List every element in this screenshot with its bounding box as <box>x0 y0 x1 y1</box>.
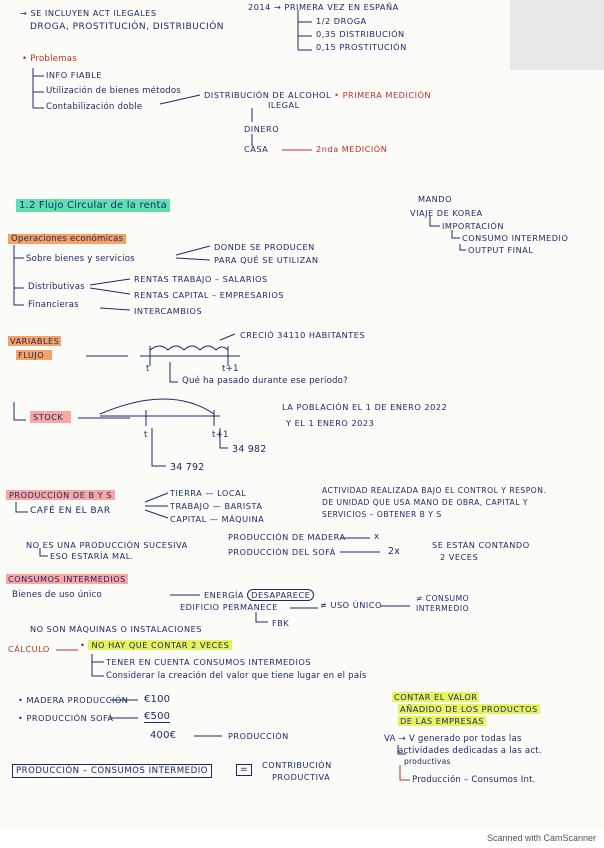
variables-heading <box>8 336 61 346</box>
note-share-prostitution: 0,15 PROSTITUCIÓN <box>316 42 407 52</box>
stock-t-plus-1: t+1 <box>212 430 229 440</box>
first-measurement-text: PRIMERA MEDICIÓN <box>342 90 432 100</box>
value-added-1 <box>392 692 479 702</box>
counted-twice-2: 2 VECES <box>440 552 479 562</box>
ops-heading <box>8 234 126 244</box>
production-result-value: 400€ <box>150 730 177 741</box>
note-illegal-list: DROGA, PROSTITUCIÓN, DISTRIBUCIÓN <box>30 22 225 32</box>
problems-heading-text: Problemas <box>30 54 77 64</box>
intermediate-consumption-heading-text: CONSUMOS INTERMEDIOS <box>8 574 126 584</box>
flow-label-text: FLUJO <box>16 350 52 360</box>
va-formula: Producción – Consumos Int. <box>412 775 536 785</box>
ops-financial: Financieras <box>28 300 79 310</box>
single-use-goods: Bienes de uso único <box>12 590 102 600</box>
population-growth: CRECIÓ 34110 HABITANTES <box>240 330 366 340</box>
factor-land-example: LOCAL <box>217 488 247 498</box>
not-successive-production: NO ES UNA PRODUCCIÓN SUCESIVA <box>26 540 188 550</box>
wood-production-calc: • MADERA PRODUCCIÓN <box>18 695 129 705</box>
section-title-text: 1.2 Flujo Circular de la renta <box>16 199 170 212</box>
definition-line-2: DE UNIDAD QUE USA MANO DE OBRA, CAPITAL Y <box>322 498 528 507</box>
variables-heading-text: VARIABLES <box>10 336 60 346</box>
ops-exchanges: INTERCAMBIOS <box>134 306 203 316</box>
energy-disappears <box>204 590 314 600</box>
definition-line-1: ACTIVIDAD REALIZADA BAJO EL CONTROL Y RESPON. <box>322 486 547 495</box>
productive-contribution-2: PRODUCTIVA <box>272 772 331 782</box>
note-first-time-spain: 2014 → PRIMERA VEZ EN ESPAÑA <box>248 2 399 12</box>
illegal-label: ILEGAL <box>268 100 300 110</box>
second-measurement: 2nda MEDICIÓN <box>316 144 388 154</box>
consider-intermediate: TENER EN CUENTA CONSUMOS INTERMEDIOS <box>106 657 312 667</box>
do-not-count-twice-text: NO HAY QUE CONTAR 2 VECES <box>88 640 232 650</box>
building-remains: EDIFICIO PERMANECE <box>180 602 278 612</box>
alcohol-distribution <box>204 90 431 100</box>
do-not-count-twice: • NO HAY QUE CONTAR 2 VECES <box>80 640 232 650</box>
calculation-heading: CÁLCULO <box>8 644 50 654</box>
sofa-production-value: €500 <box>144 711 171 722</box>
va-definition-1: VA → V generado por todas las <box>384 734 522 744</box>
sofa-production-calc-label: PRODUCCIÓN SOFÁ <box>26 713 114 723</box>
stock-t: t <box>144 430 148 440</box>
wood-production-x: x <box>374 532 380 542</box>
counted-twice-1: SE ESTÁN CONTANDO <box>432 540 530 550</box>
va-definition-2: actividades dedicadas a las act. <box>398 746 542 756</box>
population-value-1: 34 792 <box>170 462 205 473</box>
house-label: CASA <box>244 144 269 154</box>
factor-land-name: TIERRA <box>170 488 203 498</box>
problem-double-counting: Contabilización doble <box>46 102 143 112</box>
production-heading-text: PRODUCCIÓN DE B Y S <box>6 490 115 500</box>
value-added-3 <box>398 716 486 726</box>
sofa-production: PRODUCCIÓN DEL SOFÁ <box>228 547 336 557</box>
note-illegal-activities: → SE INCLUYEN ACT ILEGALES <box>20 8 157 18</box>
factor-capital: CAPITAL — MÁQUINA <box>170 514 265 524</box>
ops-heading-text: Operaciones económicas <box>8 234 126 244</box>
sofa-production-2x: 2x <box>388 546 401 557</box>
mando-final-output: OUTPUT FINAL <box>468 245 534 255</box>
scanner-watermark: Scanned with CamScanner <box>486 833 596 843</box>
ops-labour-income: RENTAS TRABAJO – SALARIOS <box>134 274 268 284</box>
alcohol-distribution-text: DISTRIBUCIÓN DE ALCOHOL <box>204 90 332 100</box>
question-period: Qué ha pasado durante ese periodo? <box>182 376 348 386</box>
time-t: t <box>146 364 150 374</box>
factor-capital-name: CAPITAL <box>170 514 207 524</box>
factor-labour: TRABAJO — BARISTA <box>170 501 263 511</box>
value-added-1-text: CONTAR EL VALOR <box>394 692 478 702</box>
va-definition-3: productivas <box>404 757 451 766</box>
wood-production-value: €100 <box>144 694 171 705</box>
not-machines: NO SON MÁQUINAS O INSTALACIONES <box>30 624 202 634</box>
population-jan-2023: Y EL 1 ENERO 2023 <box>286 418 375 428</box>
ops-capital-income: RENTAS CAPITAL – EMPRESARIOS <box>134 290 284 300</box>
ops-goods-services: Sobre bienes y servicios <box>26 254 135 264</box>
factor-labour-name: TRABAJO <box>170 501 210 511</box>
not-single-use: ≠ USO ÚNICO <box>320 600 382 610</box>
fbk-label: FBK <box>272 618 290 628</box>
money-label: DINERO <box>244 124 280 134</box>
formula-box: PRODUCCIÓN – CONSUMOS INTERMEDIO <box>12 764 212 778</box>
flow-label <box>16 350 52 360</box>
ops-what-for: PARA QUÉ SE UTILIZAN <box>214 255 319 265</box>
problems-heading: • Problemas <box>22 54 77 64</box>
energy-label: ENERGÍA <box>204 590 245 600</box>
would-be-wrong: ESO ESTARÍA MAL. <box>50 551 134 561</box>
mando-korea: VIAJE DE KOREA <box>410 208 483 218</box>
disappears-label: DESAPARECE <box>247 589 314 601</box>
problem-reliable-info: INFO FIABLE <box>46 70 102 80</box>
formula-equals: = <box>236 764 252 776</box>
productive-contribution-1: CONTRIBUCIÓN <box>262 760 332 770</box>
problem-methods: Utilización de bienes métodos <box>46 86 181 96</box>
first-measurement: • PRIMERA MEDICIÓN <box>334 90 432 100</box>
mando-heading: MANDO <box>418 194 453 204</box>
ops-distributive: Distributivas <box>28 282 85 292</box>
note-share-drugs: 1/2 DROGA <box>316 16 367 26</box>
not-intermediate-consumption: ≠ CONSUMO INTERMEDIO <box>416 594 470 613</box>
stock-label-text: STOCK <box>30 411 71 423</box>
factor-capital-example: MÁQUINA <box>221 514 265 524</box>
production-heading <box>6 490 115 500</box>
section-title <box>16 200 170 211</box>
ops-where-produced: DONDE SE PRODUCEN <box>214 242 315 252</box>
value-added-3-text: DE LAS EMPRESAS <box>400 716 484 726</box>
value-added-2-text: AÑADIDO DE LOS PRODUCTOS <box>400 704 538 714</box>
wood-production-calc-label: MADERA PRODUCCIÓN <box>26 695 129 705</box>
mando-import: IMPORTACIÓN <box>442 221 504 231</box>
wood-production: PRODUCCIÓN DE MADERA <box>228 532 346 542</box>
scanner-footer <box>0 830 604 848</box>
production-result-label: PRODUCCIÓN <box>228 731 289 741</box>
population-jan-2022: LA POBLACIÓN EL 1 DE ENERO 2022 <box>282 402 448 412</box>
mando-intermediate: CONSUMO INTERMEDIO <box>462 233 569 243</box>
note-share-distribution: 0,35 DISTRIBUCIÓN <box>316 29 405 39</box>
time-t-plus-1: t+1 <box>222 364 239 374</box>
sofa-production-calc: • PRODUCCIÓN SOFÁ <box>18 713 114 723</box>
population-value-2: 34 982 <box>232 444 267 455</box>
intermediate-consumption-heading <box>6 574 128 584</box>
stock-label <box>30 412 71 422</box>
definition-line-3: SERVICIOS – OBTENER B Y S <box>322 510 442 519</box>
value-creation-country: Considerar la creación del valor que tiene lugar en el país <box>106 671 367 681</box>
factor-labour-example: BARISTA <box>224 501 263 511</box>
factor-land: TIERRA — LOCAL <box>170 488 247 498</box>
value-added-2 <box>398 704 540 714</box>
coffee-bar: CAFÉ EN EL BAR <box>30 506 111 516</box>
